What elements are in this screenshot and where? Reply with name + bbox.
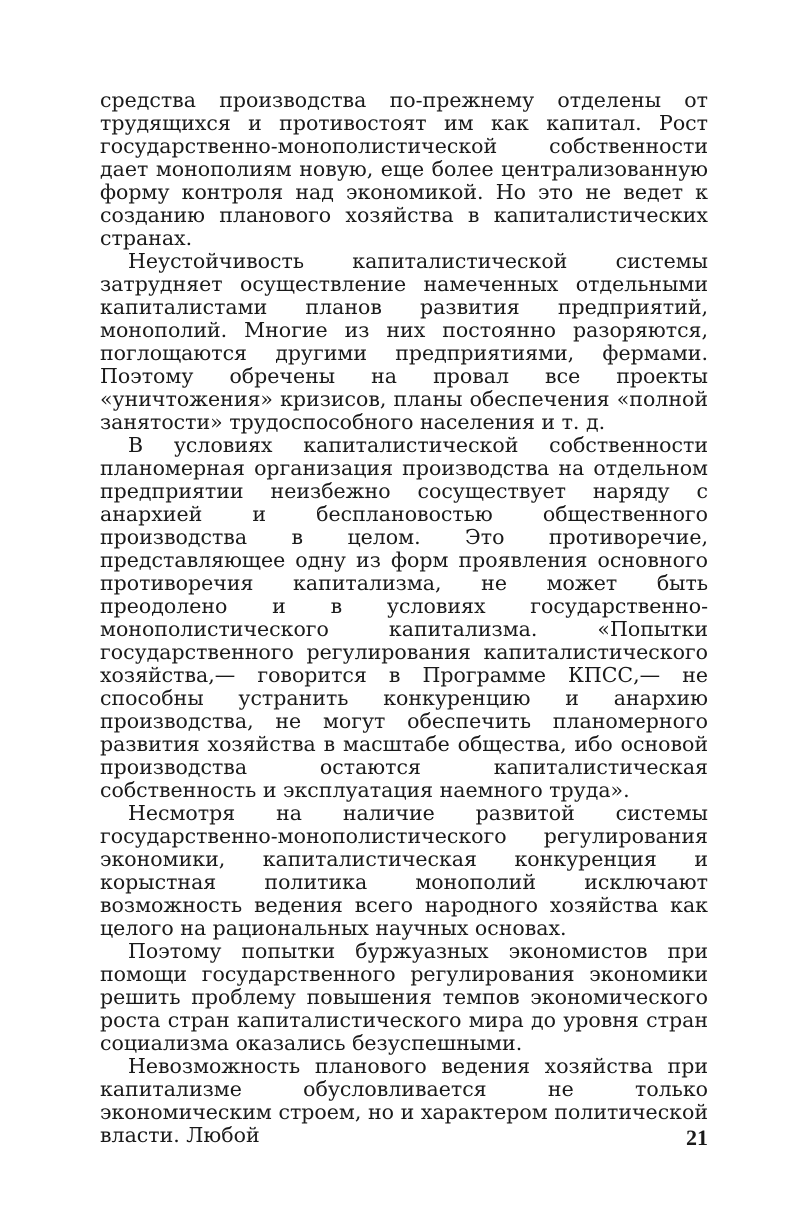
paragraph: Неустойчивость капиталистической системы затрудняет осуществление намеченных отдельными капиталистами планов развития предприятий, монополий. Многие из них постоянно разоряются, поглощаются другими предприятиями, фермами. Поэтому обречены на провал все проекты «уничтожения» кризисов, планы обеспечения «полной занятости» трудоспособного населения и т. д. bbox=[100, 249, 708, 434]
page-number: 21 bbox=[686, 1125, 708, 1150]
paragraph: В условиях капиталистической собственности планомерная организация производства на отдельном предприятии неизбежно сосуществует наряду с анархией и бесплановостью общественного производства в целом. Это противоречие, представляющее одну из форм проявления основного противоречия капитализма, не может быть преодолено и в условиях государственно-монополистического капитализма. «Попытки государственного регулирования капиталистического хозяйства,— говорится в Программе КПСС,— не способны устранить конкуренцию и анархию производства, не могут обеспечить планомерного развития хозяйства в масштабе общества, ибо основой производства остаются капиталистическая собственность и эксплуатация наемного труда». bbox=[100, 433, 708, 802]
paragraph: Несмотря на наличие развитой системы государственно-монополистического регулирования экономики, капиталистическая конкуренция и корыстная политика монополий исключают возможность ведения всего народного хозяйства как целого на рациональных научных основах. bbox=[100, 801, 708, 940]
body-text bbox=[100, 89, 708, 1147]
paragraph: Поэтому попытки буржуазных экономистов при помощи государственного регулирования экономики решить проблему повышения темпов экономического роста стран капиталистического мира до уровня стран социализма оказались безуспешными. bbox=[100, 939, 708, 1055]
paragraph-continued: средства производства по-прежнему отделены от трудящихся и противостоят им как капитал. Рост государственно-монополистической собственности дает монополиям новую, еще более централизованную форму контроля над экономикой. Но это не ведет к созданию планового хозяйства в капиталистических странах. bbox=[100, 88, 708, 250]
paragraph: Невозможность планового ведения хозяйства при капитализме обусловливается не только экономическим строем, но и характером политической власти. Любой bbox=[100, 1054, 708, 1147]
